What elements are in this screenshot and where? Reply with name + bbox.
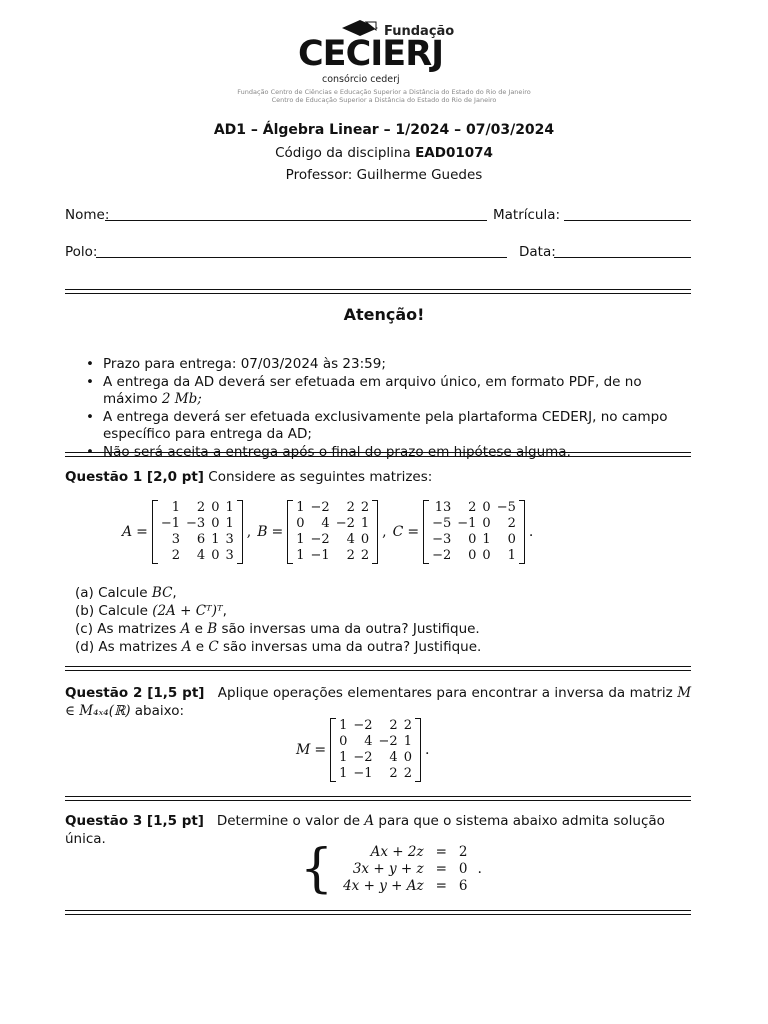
divider [65, 796, 691, 801]
matrix-cell: 4 [321, 516, 330, 531]
matrix-cell: 1 [507, 548, 516, 563]
date-label: Data: [519, 244, 556, 260]
matrix-cell: 2 [346, 548, 355, 563]
note-item: • A entrega da AD deverá ser efetuada em arquivo único, em formato PDF, de no máximo 2 Mb; [86, 374, 691, 409]
list-item: (a) Calcule BC, [75, 585, 177, 601]
matrix-row [336, 750, 415, 766]
matrix-cell: 3 [225, 532, 234, 547]
matrix-cell: 0 [339, 734, 348, 749]
matrix-cell: −1 [310, 548, 330, 563]
matrix-cell: 0 [482, 500, 491, 515]
matrix-cell: −2 [310, 532, 330, 547]
list-item: (b) Calcule (2A + Cᵀ)ᵀ, [75, 603, 227, 619]
matrix-cell: 1 [225, 500, 234, 515]
attention-title: Atenção! [343, 305, 425, 324]
matrix-cell: 2 [389, 718, 398, 733]
list-item: (c) As matrizes A e B são inversas uma da outra? Justifique. [75, 621, 480, 637]
matrix-row [158, 532, 237, 548]
matrix-cell: 1 [360, 516, 370, 531]
matrix-cell: 0 [468, 548, 477, 563]
matrix-cell: 4 [196, 548, 206, 563]
matrix-cell: 2 [196, 500, 206, 515]
matrix-cell: −2 [335, 516, 355, 531]
question-2-label: Questão 2 [1,5 pt] [65, 685, 205, 701]
matrix-cell: 2 [360, 500, 370, 515]
matrix-row [158, 548, 237, 564]
matrix-cell: 1 [339, 766, 348, 781]
note-item: • Não será aceita a entrega após o final do prazo em hipótese alguma. [86, 444, 691, 462]
matrix-cell: 13 [434, 500, 452, 515]
matrix-cell: −3 [432, 532, 452, 547]
matrix-cell: 4 [364, 734, 373, 749]
cecierj-logo [280, 10, 488, 90]
brace-icon: { [300, 839, 334, 899]
matrix-cell: 2 [389, 766, 398, 781]
matrix-row [158, 500, 237, 516]
matrix-cell: 2 [360, 548, 370, 563]
question-2-statement: Questão 2 [1,5 pt] Aplique operações elementares para encontrar a inversa da matriz M ∈ M₄ₓ₄(ℝ) abaixo: [65, 685, 692, 719]
matrix-b [287, 500, 378, 564]
divider [65, 666, 691, 671]
matrix-cell: 0 [482, 548, 491, 563]
matrix-c [423, 500, 525, 564]
matrix-cell: −5 [496, 500, 516, 515]
matrix-row [293, 500, 372, 516]
divider [65, 910, 691, 915]
question-3-label: Questão 3 [1,5 pt] [65, 813, 204, 829]
note-item: • A entrega deverá ser efetuada exclusivamente pela plartaforma CEDERJ, no campo específico para entrega da AD; [86, 409, 691, 444]
date-field[interactable] [554, 257, 691, 258]
question-3-statement: Questão 3 [1,5 pt] Determine o valor de A para que o sistema abaixo admita solução única. [65, 813, 665, 847]
equation-row: 3x + y + z = 0 [352, 860, 468, 877]
matrix-cell: −1 [160, 516, 181, 531]
course-code-line: Código da disciplina EAD01074 [275, 145, 493, 161]
list-item: (d) As matrizes A e C são inversas uma da outra? Justifique. [75, 639, 482, 655]
question-1-statement: Questão 1 [2,0 pt] Considere as seguintes matrizes: [65, 469, 433, 485]
exam-title: AD1 – Álgebra Linear – 1/2024 – 07/03/2024 [213, 122, 555, 138]
name-field[interactable] [105, 220, 487, 221]
matrix-cell: −1 [353, 766, 373, 781]
matrix-cell: −3 [186, 516, 206, 531]
logo-subtitle: Fundação Centro de Ciências e Educação Superior a Distância do Estado do Rio de Janeiro Centro de Educação Superior a Distância do Estado do Rio de Janeiro [237, 88, 531, 104]
matrix-cell: −2 [432, 548, 452, 563]
matrix-cell: 1 [339, 718, 348, 733]
matrix-cell: 3 [171, 532, 181, 547]
matrix-cell: 4 [389, 750, 398, 765]
matrix-cell: 1 [211, 532, 220, 547]
note-item: • Prazo para entrega: 07/03/2024 às 23:59; [86, 356, 691, 374]
matrix-row [429, 500, 519, 516]
matrix-cell: 3 [225, 548, 234, 563]
matrix-cell: 2 [507, 516, 516, 531]
linear-system: { Ax + 2z = 2 3x + y + z = 0 4x + y + Az = 6 . [300, 839, 482, 899]
logo-foundation: Fundação [384, 24, 455, 39]
matrix-cell: 1 [225, 516, 234, 531]
matrix-cell: 1 [296, 548, 305, 563]
matrix-cell: 0 [403, 750, 412, 765]
matrix-cell: 2 [171, 548, 181, 563]
question-1-matrices: A = 1 2 0 1 −1 −3 0 1 3 6 1 3 2 4 0 3 , B = 1 −2 2 2 0 4 −2 1 1 −2 4 0 1 −1 2 2 , C = 13 2 0 −5 −5 −1 0 2 −3 0 1 0 −2 0 0 1 . [122, 500, 534, 563]
matrix-row [293, 548, 372, 564]
matrix-cell: 1 [339, 750, 348, 765]
matrix-cell: 2 [403, 718, 412, 733]
matrix-cell: 0 [468, 532, 477, 547]
matrix-row [158, 516, 237, 532]
matrix-a [152, 500, 243, 564]
matrix-cell: 1 [296, 532, 305, 547]
matrix-row [429, 516, 519, 532]
attention-notes [86, 356, 691, 461]
question-1-label: Questão 1 [2,0 pt] [65, 469, 204, 485]
matrix-cell: 2 [403, 766, 412, 781]
matrix-cell: 2 [346, 500, 355, 515]
question-1-items [75, 584, 481, 656]
equation-row: Ax + 2z = 2 [370, 843, 468, 860]
registration-field[interactable] [564, 220, 691, 221]
matrix-m [330, 718, 421, 782]
matrix-row [336, 766, 415, 782]
registration-label: Matrícula: [493, 207, 561, 223]
pole-label: Polo: [65, 244, 98, 260]
matrix-row [336, 718, 415, 734]
matrix-cell: −1 [457, 516, 477, 531]
matrix-cell: 1 [403, 734, 412, 749]
professor-line: Professor: Guilherme Guedes [285, 167, 483, 183]
logo-brand: CECIERJ [298, 34, 444, 74]
matrix-cell: 0 [296, 516, 305, 531]
matrix-row [293, 532, 372, 548]
course-code: EAD01074 [415, 145, 493, 161]
divider [65, 289, 691, 294]
matrix-cell: −5 [432, 516, 452, 531]
matrix-cell: 4 [346, 532, 355, 547]
divider [65, 452, 691, 457]
matrix-cell: 0 [211, 516, 220, 531]
matrix-cell: 1 [296, 500, 305, 515]
matrix-cell: 0 [211, 500, 220, 515]
matrix-cell: 0 [507, 532, 516, 547]
matrix-cell: 1 [171, 500, 181, 515]
matrix-cell: −2 [310, 500, 330, 515]
matrix-cell: 2 [468, 500, 477, 515]
matrix-cell: −2 [353, 718, 373, 733]
matrix-cell: 6 [196, 532, 206, 547]
matrix-row [293, 516, 372, 532]
pole-field[interactable] [96, 257, 507, 258]
matrix-row [429, 532, 519, 548]
matrix-cell: 0 [482, 516, 491, 531]
matrix-row [336, 734, 415, 750]
matrix-row [429, 548, 519, 564]
question-2-matrix: M = 1 −2 2 2 0 4 −2 1 1 −2 4 0 1 −1 2 2 . [296, 718, 430, 781]
matrix-cell: 0 [360, 532, 370, 547]
name-label: Nome: [65, 207, 110, 223]
logo-consortium: consórcio cederj [322, 74, 400, 85]
matrix-cell: −2 [353, 750, 373, 765]
matrix-cell: −2 [378, 734, 398, 749]
equation-row: 4x + y + Az = 6 [343, 877, 468, 894]
matrix-cell: 0 [211, 548, 220, 563]
matrix-cell: 1 [482, 532, 491, 547]
